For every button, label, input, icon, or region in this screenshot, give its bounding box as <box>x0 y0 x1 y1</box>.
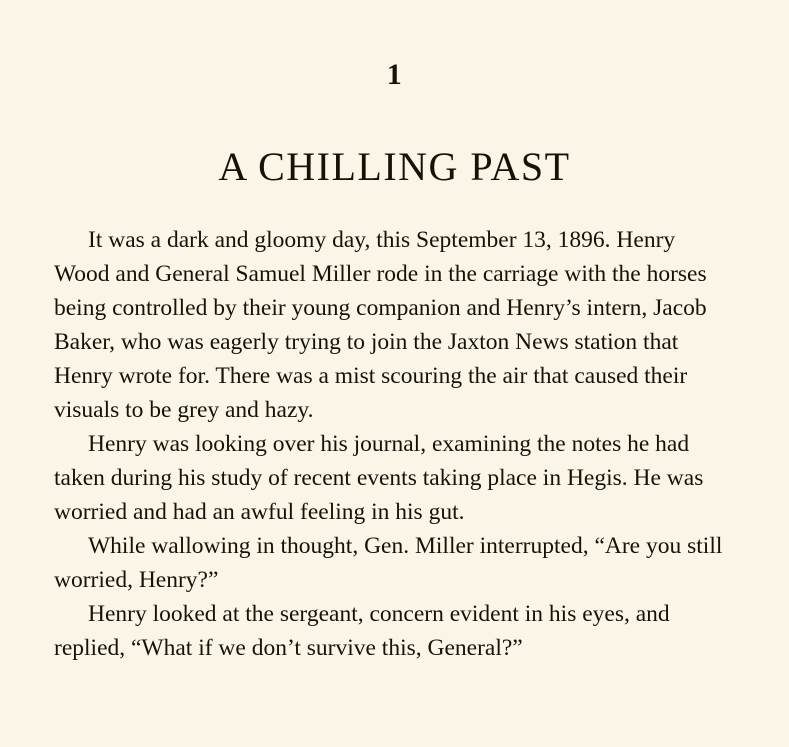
paragraph: While wallowing in thought, Gen. Miller interrupted, “Are you still worried, Henry?” <box>54 533 723 593</box>
paragraph: Henry was looking over his journal, examining the notes he had taken during his study of recent events taking place in Hegis. He was worried and had an awful feeling in his gut. <box>54 431 704 525</box>
chapter-title: A CHILLING PAST <box>218 144 571 189</box>
chapter-number: 1 <box>386 58 403 91</box>
paragraph: Henry looked at the sergeant, concern evident in his eyes, and replied, “What if we don’t survive this, General?” <box>54 601 670 661</box>
body-text <box>54 223 735 665</box>
paragraph: It was a dark and gloomy day, this September 13, 1896. Henry Wood and General Samuel Miller rode in the carriage with the horses being controlled by their young companion and Henry’s intern, Jacob Baker, who was eagerly trying to join the Jaxton News station that Henry wrote for. There was a mist scouring the air that caused their visuals to be grey and hazy. <box>54 227 707 423</box>
